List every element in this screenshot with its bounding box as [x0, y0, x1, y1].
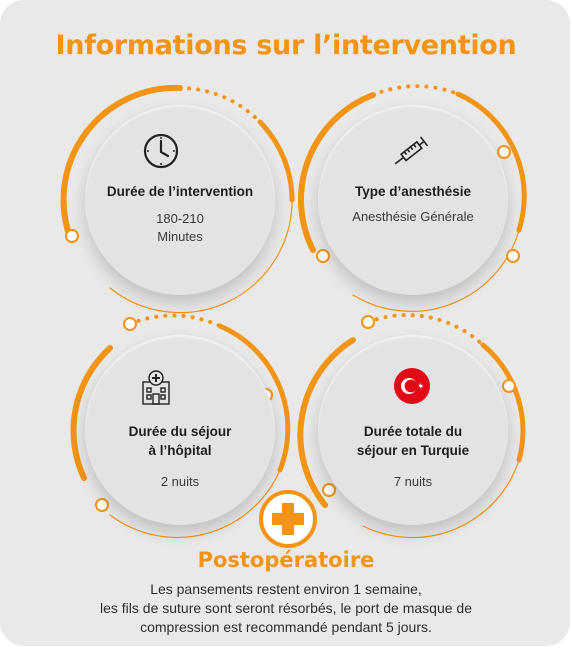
- clock-icon: [141, 131, 181, 171]
- plus-icon: [258, 489, 318, 549]
- card-label-line1: Durée du séjour: [128, 424, 232, 439]
- turkey-flag-icon: [393, 367, 431, 405]
- syringe-icon: [389, 130, 437, 170]
- card-value-line1: 180-210: [156, 211, 204, 226]
- card-value-line1: 7 nuits: [393, 474, 433, 489]
- card-value-line2: Minutes: [157, 229, 203, 244]
- anesthesia-type-card: [283, 70, 543, 330]
- intervention-duration-card: [50, 70, 310, 330]
- card-label-line2: séjour en Turquie: [356, 443, 470, 458]
- card-label: Type d’anesthésie: [354, 184, 472, 199]
- card-value-line1: Anesthésie Générale: [352, 209, 474, 224]
- card-label: Durée de l’intervention: [106, 184, 254, 199]
- postop-text: [40, 580, 532, 637]
- turkey-stay-card: [283, 300, 543, 560]
- postop-line: Les pansements restent environ 1 semaine,: [150, 581, 422, 597]
- card-label-line1: Durée totale du: [363, 424, 463, 439]
- page-title: Informations sur l’intervention: [55, 30, 517, 61]
- postop-line: compression est recommandé pendant 5 jours.: [140, 619, 432, 635]
- card-value-line1: 2 nuits: [160, 474, 200, 489]
- card-label-line2: à l’hôpital: [148, 443, 212, 458]
- postop-title: Postopératoire: [197, 548, 375, 572]
- postop-line: les fils de suture sont seront résorbés, le port de masque de: [100, 600, 472, 616]
- hospital-icon: [139, 368, 173, 406]
